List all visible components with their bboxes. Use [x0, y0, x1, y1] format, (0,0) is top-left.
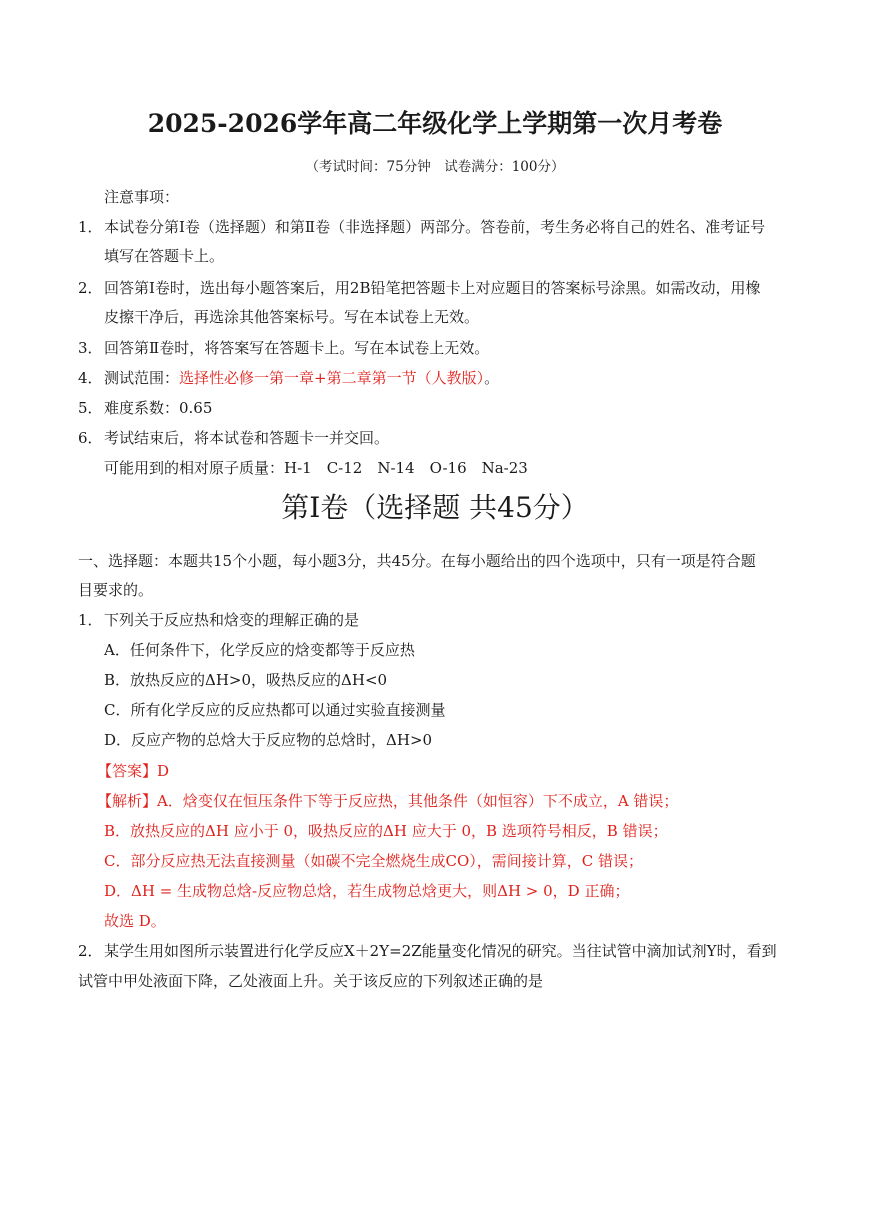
instructions-line-1: 一、选择题：本题共15个小题，每小题3分，共45分。在每小题给出的四个选项中，只有一项是符合题 — [78, 552, 756, 570]
instructions-line-2: 目要求的。 — [78, 581, 154, 599]
test-scope: 选择性必修一第一章+第二章第一节（人教版） — [179, 369, 485, 387]
question-2-stem — [78, 941, 777, 961]
question-2-continued: 试管中甲处液面下降，乙处液面上升。关于该反应的下列叙述正确的是 — [78, 972, 544, 990]
item-number: 1． — [78, 218, 103, 236]
question-number: 1． — [78, 611, 103, 629]
item-number: 4． — [78, 369, 103, 387]
question-1-stem — [78, 610, 359, 630]
section-title: 第Ⅰ卷（选择题 共45分） — [281, 491, 589, 524]
item-number: 2． — [78, 279, 103, 297]
item-text: 回答第Ⅰ卷时，选出每小题答案后，用2B铅笔把答题卡上对应题目的答案标号涂黑。如需改动，用橡 — [104, 279, 761, 297]
item-number: 6． — [78, 429, 103, 447]
question-text: 某学生用如图所示装置进行化学反应X＋2Y=2Z能量变化情况的研究。当往试管中滴加试剂Y时，看到 — [104, 942, 777, 960]
item-text: 难度系数：0.65 — [104, 399, 213, 417]
option-c: C．所有化学反应的反应热都可以通过实验直接测量 — [104, 701, 446, 719]
item-text-suffix: 。 — [484, 369, 500, 387]
exam-subtitle: （考试时间：75分钟 试卷满分：100分） — [305, 159, 565, 175]
option-b: B．放热反应的ΔH>0，吸热反应的ΔH<0 — [104, 671, 388, 689]
analysis-line-1: 【解析】A．焓变仅在恒压条件下等于反应热，其他条件（如恒容）下不成立，A 错误； — [97, 792, 679, 810]
analysis-conclusion: 故选 D。 — [104, 912, 166, 930]
notice-item-1-continued: 填写在答题卡上。 — [104, 247, 225, 265]
analysis-line-3: C．部分反应热无法直接测量（如碳不完全燃烧生成CO），需间接计算，C 错误； — [104, 852, 644, 870]
question-number: 2． — [78, 942, 103, 960]
option-d: D．反应产物的总焓大于反应物的总焓时，ΔH>0 — [104, 731, 433, 749]
analysis-line-4: D．ΔH = 生成物总焓-反应物总焓，若生成物总焓更大，则ΔH > 0，D 正确； — [104, 882, 630, 900]
option-a: A．任何条件下，化学反应的焓变都等于反应热 — [104, 641, 415, 659]
item-text: 回答第Ⅱ卷时，将答案写在答题卡上。写在本试卷上无效。 — [104, 339, 490, 357]
notice-item-6 — [78, 428, 389, 448]
notice-item-4 — [78, 368, 499, 388]
atomic-mass-note: 可能用到的相对原子质量：H-1 C-12 N-14 O-16 Na-23 — [104, 459, 528, 477]
notice-heading: 注意事项： — [104, 188, 180, 206]
answer: 【答案】D — [97, 762, 170, 780]
notice-item-1 — [78, 217, 765, 237]
item-text: 考试结束后，将本试卷和答题卡一并交回。 — [104, 429, 390, 447]
notice-item-2 — [78, 278, 761, 298]
notice-item-3 — [78, 338, 489, 358]
page-title: 2025-2026学年高二年级化学上学期第一次月考卷 — [147, 109, 723, 138]
notice-item-5 — [78, 398, 212, 418]
item-number: 3． — [78, 339, 103, 357]
analysis-line-2: B．放热反应的ΔH 应小于 0，吸热反应的ΔH 应大于 0，B 选项符号相反，B 错误； — [104, 822, 668, 840]
question-text: 下列关于反应热和焓变的理解正确的是 — [104, 611, 360, 629]
item-text: 本试卷分第Ⅰ卷（选择题）和第Ⅱ卷（非选择题）两部分。答卷前，考生务必将自己的姓名、准考证号 — [104, 218, 766, 236]
item-text: 测试范围： — [104, 369, 180, 387]
item-number: 5． — [78, 399, 103, 417]
notice-item-2-continued: 皮擦干净后，再选涂其他答案标号。写在本试卷上无效。 — [104, 308, 480, 326]
